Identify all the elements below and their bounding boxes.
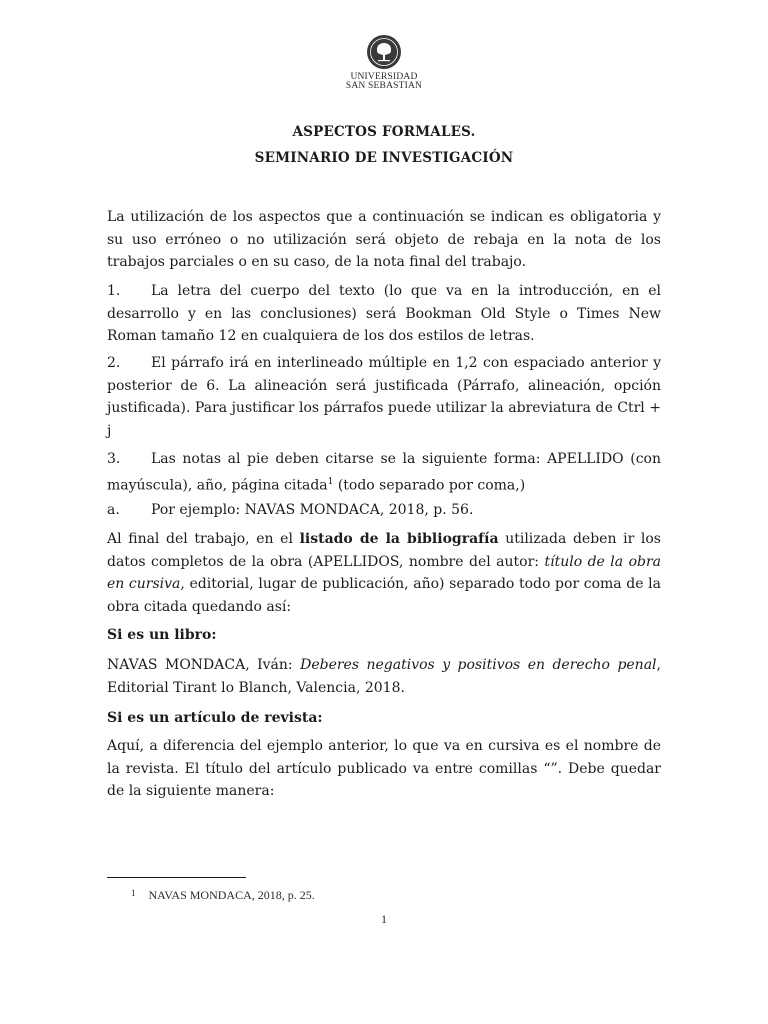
page-number: 1 xyxy=(381,912,387,926)
list-item-1-number: 1. xyxy=(107,283,121,299)
list-item-2 xyxy=(107,352,661,442)
footnote-marker: 1 xyxy=(131,888,136,898)
university-name-line2: SAN SEBASTIAN xyxy=(345,81,423,91)
footnote xyxy=(131,888,315,903)
intro-paragraph: La utilización de los aspectos que a continuación se indican es obligatoria y su uso erróneo o no utilización será objeto de rebaja en la nota de los trabajos parciales o en su caso, de la nota final del trabajo. xyxy=(107,209,661,270)
footnote-text: NAVAS MONDACA, 2018, p. 25. xyxy=(148,888,315,902)
book-example-author: NAVAS MONDACA, Iván: xyxy=(107,657,301,673)
list-item-a-text: Por ejemplo: NAVAS MONDACA, 2018, p. 56. xyxy=(151,502,474,518)
bibliography-italic: título de la obra en cursiva xyxy=(107,553,661,592)
university-name-line1: UNIVERSIDAD xyxy=(350,72,418,82)
bibliography-paragraph xyxy=(107,528,661,618)
document-title-line1: ASPECTOS FORMALES. xyxy=(292,124,476,140)
book-heading: Si es un libro: xyxy=(107,627,217,643)
bibliography-text-1: Al final del trabajo, en el xyxy=(107,531,300,547)
list-item-a xyxy=(107,499,661,522)
article-heading: Si es un artículo de revista: xyxy=(107,710,323,726)
list-item-3-text: Las notas al pie deben citarse se la siguiente forma: APELLIDO (con mayúscula), año, página citada xyxy=(107,451,661,494)
article-paragraph: Aquí, a diferencia del ejemplo anterior, lo que va en cursiva es el nombre de la revista. El título del artículo publicado va entre comillas “”. Debe quedar de la siguiente manera: xyxy=(107,738,661,799)
bibliography-text-2: utilizada deben ir los datos completos de la obra (APELLIDOS, nombre del autor: xyxy=(107,531,661,570)
document-title-line2: SEMINARIO DE INVESTIGACIÓN xyxy=(254,150,514,166)
list-item-3-number: 3. xyxy=(107,451,121,467)
list-item-a-letter: a. xyxy=(107,502,120,518)
book-example-title: Deberes negativos y positivos en derecho penal xyxy=(300,657,657,673)
list-item-2-number: 2. xyxy=(107,355,121,371)
list-item-1 xyxy=(107,280,661,348)
book-example xyxy=(107,654,661,699)
book-example-publisher: , Editorial Tirant lo Blanch, Valencia, 2018. xyxy=(107,657,661,696)
university-name xyxy=(334,73,434,91)
list-item-1-text: La letra del cuerpo del texto (lo que va en la introducción, en el desarrollo y en las conclusiones) será Bookman Old Style o Times New Roman tamaño 12 en cualquiera de los dos estilos de letras. xyxy=(107,283,661,344)
bibliography-text-3: , editorial, lugar de publicación, año) separado todo por coma de la obra citada quedando así: xyxy=(107,576,661,615)
university-logo xyxy=(334,34,434,91)
list-item-3 xyxy=(107,448,661,497)
list-item-2-text: El párrafo irá en interlineado múltiple en 1,2 con espaciado anterior y posterior de 6. La alineación será justificada (Párrafo, alineación, opción justificada). Para justificar los párrafos puede utilizar la abreviatura de Ctrl + j xyxy=(107,355,661,439)
list-item-3-text-after: (todo separado por coma,) xyxy=(333,477,526,494)
university-crest-icon xyxy=(366,34,402,70)
footnote-separator xyxy=(107,877,246,878)
footnote-reference: 1 xyxy=(327,476,334,487)
bibliography-bold: listado de la bibliografía xyxy=(299,531,499,547)
